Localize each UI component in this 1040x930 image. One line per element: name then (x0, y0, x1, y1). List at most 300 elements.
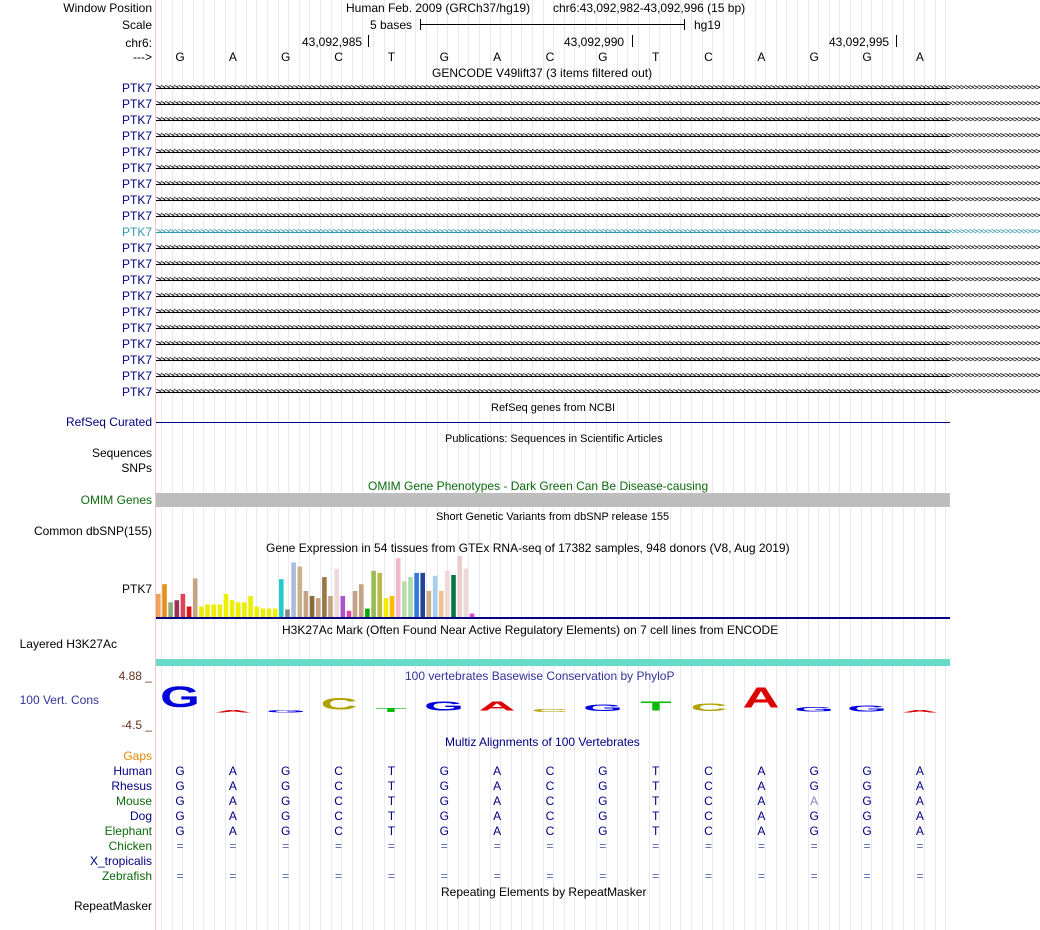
reference-base: G (281, 50, 291, 64)
alignment-gap-marker: = (335, 839, 343, 853)
alignment-base: A (493, 779, 502, 793)
repeatmasker-track-label[interactable]: RepeatMasker (73, 899, 152, 913)
alignment-gap-marker: = (757, 839, 765, 853)
conservation-letter: G (424, 699, 465, 714)
gtex-tissue-bar[interactable] (193, 578, 198, 617)
coordinate-1-tick (368, 35, 369, 47)
alignment-gap-marker: = (863, 839, 871, 853)
species-label[interactable]: Human (113, 764, 152, 778)
gtex-tissue-bar[interactable] (439, 591, 444, 617)
alignment-base: G (281, 779, 291, 793)
reference-base: G (862, 50, 872, 64)
chromosome-label: chr6: (125, 36, 152, 50)
gencode-gene-label[interactable]: PTK7 (121, 113, 152, 127)
gencode-gene-feature[interactable] (156, 241, 1040, 255)
scale-label: Scale (121, 18, 152, 32)
refseq-track-title: RefSeq genes from NCBI (491, 402, 616, 414)
alignment-base: C (334, 824, 343, 838)
omim-track-label[interactable]: OMIM Genes (80, 493, 152, 507)
gencode-gene-feature[interactable] (156, 273, 1040, 287)
alignment-base: G (175, 764, 185, 778)
reference-base: A (757, 50, 766, 64)
gtex-tissue-bar[interactable] (322, 577, 327, 617)
conservation-letter: G (265, 709, 306, 714)
alignment-gap-marker: = (440, 839, 448, 853)
dbsnp-track-label[interactable]: Common dbSNP(155) (33, 524, 152, 538)
gtex-tissue-bar[interactable] (291, 562, 296, 617)
strand-arrows-icon: >>>>>>>>>>>>>>>>>>>>>>>>>>>>>>>>>>>>>>>>>>>>>>>>>>>>>>>>>>>>>>>>>>>>>>>>>>>>>>>>>>>>>>>>>>>>>>>>>>>>>>>>>>>>>>>>>>>>>>>>>>>>>>>>>>>>>>>>>>>>>>>>>>>>>>>>>>>>>>>>>>>>>>>>>>>>>>>>>>>>>>>>>>>>>>>>>>>>>>>> (156, 259, 1040, 269)
gencode-gene-feature[interactable] (156, 209, 1040, 223)
species-label[interactable]: Elephant (104, 824, 152, 838)
assembly-label: Human Feb. 2009 (GRCh37/hg19) (346, 1, 531, 15)
gencode-gene-label[interactable]: PTK7 (121, 289, 152, 303)
gtex-tissue-bar[interactable] (273, 609, 278, 617)
gencode-gene-feature[interactable] (156, 289, 1040, 303)
gtex-tissue-bar[interactable] (242, 602, 247, 617)
alignment-gap-marker: = (546, 839, 554, 853)
alignment-base: G (862, 764, 872, 778)
conservation-letter: T (375, 706, 407, 714)
alignment-base: G (175, 809, 185, 823)
alignment-base: G (281, 809, 291, 823)
alignment-base: G (439, 794, 449, 808)
alignment-base: T (387, 779, 396, 793)
strand-arrows-icon: >>>>>>>>>>>>>>>>>>>>>>>>>>>>>>>>>>>>>>>>>>>>>>>>>>>>>>>>>>>>>>>>>>>>>>>>>>>>>>>>>>>>>>>>>>>>>>>>>>>>>>>>>>>>>>>>>>>>>>>>>>>>>>>>>>>>>>>>>>>>>>>>>>>>>>>>>>>>>>>>>>>>>>>>>>>>>>>>>>>>>>>>>>>>>>>>>>>>>>>> (156, 387, 1040, 397)
alignment-base: G (862, 794, 872, 808)
alignment-base: T (651, 824, 660, 838)
species-label[interactable]: Zebrafish (101, 869, 152, 883)
coordinate-3-tick (896, 35, 897, 47)
gtex-tissue-bar[interactable] (457, 556, 462, 617)
gencode-gene-label[interactable]: PTK7 (121, 193, 152, 207)
species-label[interactable]: Mouse (115, 794, 152, 808)
alignment-gap-marker: = (176, 869, 184, 883)
alignment-base: A (810, 794, 819, 808)
gtex-baseline (156, 617, 950, 619)
gtex-tissue-bar[interactable] (464, 569, 469, 617)
strand-arrows-icon: >>>>>>>>>>>>>>>>>>>>>>>>>>>>>>>>>>>>>>>>>>>>>>>>>>>>>>>>>>>>>>>>>>>>>>>>>>>>>>>>>>>>>>>>>>>>>>>>>>>>>>>>>>>>>>>>>>>>>>>>>>>>>>>>>>>>>>>>>>>>>>>>>>>>>>>>>>>>>>>>>>>>>>>>>>>>>>>>>>>>>>>>>>>>>>>>>>>>>>>> (156, 355, 1040, 365)
reference-base: G (175, 50, 185, 64)
gtex-tissue-bar[interactable] (224, 594, 229, 617)
gtex-tissue-bar[interactable] (218, 604, 223, 617)
alignment-base: C (545, 824, 555, 838)
strand-arrows-icon: >>>>>>>>>>>>>>>>>>>>>>>>>>>>>>>>>>>>>>>>>>>>>>>>>>>>>>>>>>>>>>>>>>>>>>>>>>>>>>>>>>>>>>>>>>>>>>>>>>>>>>>>>>>>>>>>>>>>>>>>>>>>>>>>>>>>>>>>>>>>>>>>>>>>>>>>>>>>>>>>>>>>>>>>>>>>>>>>>>>>>>>>>>>>>>>>>>>>>>>> (156, 131, 1040, 141)
strand-arrows-icon: >>>>>>>>>>>>>>>>>>>>>>>>>>>>>>>>>>>>>>>>>>>>>>>>>>>>>>>>>>>>>>>>>>>>>>>>>>>>>>>>>>>>>>>>>>>>>>>>>>>>>>>>>>>>>>>>>>>>>>>>>>>>>>>>>>>>>>>>>>>>>>>>>>>>>>>>>>>>>>>>>>>>>>>>>>>>>>>>>>>>>>>>>>>>>>>>>>>>>>>> (156, 211, 1040, 221)
alignment-gap-marker: = (493, 839, 501, 853)
conservation-letter: C (531, 708, 569, 714)
dbsnp-track-title: Short Genetic Variants from dbSNP release 155 (436, 511, 670, 523)
alignment-base: C (545, 794, 555, 808)
window-position-label: Window Position (63, 1, 152, 15)
alignment-base: C (334, 764, 343, 778)
alignment-gap-marker: = (176, 839, 184, 853)
gencode-gene-label[interactable]: PTK7 (121, 321, 152, 335)
alignment-base: T (387, 824, 396, 838)
conservation-letter: C (320, 695, 357, 714)
publications-track-title: Publications: Sequences in Scientific Articles (445, 433, 663, 445)
reference-base: A (493, 50, 502, 64)
scale-bar-tick-right (684, 19, 685, 30)
conservation-min-label: -4.5 _ (121, 718, 152, 732)
gencode-gene-label[interactable]: PTK7 (121, 305, 152, 319)
gtex-tissue-bar[interactable] (316, 598, 321, 617)
gtex-gene-label[interactable]: PTK7 (121, 582, 152, 596)
alignment-base: T (651, 794, 660, 808)
gtex-tissue-bar[interactable] (470, 614, 475, 617)
reference-base: G (439, 50, 449, 64)
strand-arrows-icon: >>>>>>>>>>>>>>>>>>>>>>>>>>>>>>>>>>>>>>>>>>>>>>>>>>>>>>>>>>>>>>>>>>>>>>>>>>>>>>>>>>>>>>>>>>>>>>>>>>>>>>>>>>>>>>>>>>>>>>>>>>>>>>>>>>>>>>>>>>>>>>>>>>>>>>>>>>>>>>>>>>>>>>>>>>>>>>>>>>>>>>>>>>>>>>>>>>>>>>>> (156, 83, 1040, 93)
alignment-gap-marker: = (282, 869, 290, 883)
strand-arrows-icon: >>>>>>>>>>>>>>>>>>>>>>>>>>>>>>>>>>>>>>>>>>>>>>>>>>>>>>>>>>>>>>>>>>>>>>>>>>>>>>>>>>>>>>>>>>>>>>>>>>>>>>>>>>>>>>>>>>>>>>>>>>>>>>>>>>>>>>>>>>>>>>>>>>>>>>>>>>>>>>>>>>>>>>>>>>>>>>>>>>>>>>>>>>>>>>>>>>>>>>>> (156, 227, 1040, 237)
snps-track-label[interactable]: SNPs (121, 461, 152, 475)
alignment-base: T (651, 779, 660, 793)
alignment-base: C (334, 794, 343, 808)
alignment-base: G (862, 809, 872, 823)
gtex-tissue-bar[interactable] (211, 604, 216, 617)
alignment-gap-marker: = (652, 869, 660, 883)
alignment-base: G (809, 764, 819, 778)
strand-arrows-icon: >>>>>>>>>>>>>>>>>>>>>>>>>>>>>>>>>>>>>>>>>>>>>>>>>>>>>>>>>>>>>>>>>>>>>>>>>>>>>>>>>>>>>>>>>>>>>>>>>>>>>>>>>>>>>>>>>>>>>>>>>>>>>>>>>>>>>>>>>>>>>>>>>>>>>>>>>>>>>>>>>>>>>>>>>>>>>>>>>>>>>>>>>>>>>>>>>>>>>>>> (156, 163, 1040, 173)
gtex-tissue-bar[interactable] (359, 584, 364, 617)
gtex-tissue-bar[interactable] (328, 596, 333, 617)
alignment-base: G (175, 779, 185, 793)
gencode-gene-feature[interactable] (156, 177, 1040, 191)
conservation-letter: A (901, 709, 939, 714)
alignment-gap-marker: = (704, 869, 712, 883)
conservation-sequence-logo[interactable] (156, 680, 950, 713)
alignment-base: G (439, 809, 449, 823)
alignment-base: C (704, 764, 713, 778)
reference-base: T (387, 50, 396, 64)
alignment-base: C (545, 779, 555, 793)
gtex-tissue-bar[interactable] (156, 594, 161, 617)
gencode-gene-label[interactable]: PTK7 (121, 81, 152, 95)
gencode-gene-label[interactable]: PTK7 (121, 129, 152, 143)
species-label[interactable]: X_tropicalis (89, 854, 152, 868)
gtex-tissue-bar[interactable] (427, 591, 432, 617)
alignment-gap-marker: = (810, 839, 818, 853)
gencode-gene-feature[interactable] (156, 305, 1040, 319)
gencode-gene-feature[interactable] (156, 113, 1040, 127)
alignment-base: G (281, 794, 291, 808)
scale-db: hg19 (694, 18, 721, 32)
gencode-gene-label[interactable]: PTK7 (121, 97, 152, 111)
alignment-base: C (704, 824, 713, 838)
gtex-tissue-bar[interactable] (279, 579, 284, 617)
gtex-tissue-bar[interactable] (445, 571, 450, 617)
alignment-base: G (439, 824, 449, 838)
strand-label: ---> (133, 50, 152, 64)
alignment-base: T (387, 764, 396, 778)
strand-arrows-icon: >>>>>>>>>>>>>>>>>>>>>>>>>>>>>>>>>>>>>>>>>>>>>>>>>>>>>>>>>>>>>>>>>>>>>>>>>>>>>>>>>>>>>>>>>>>>>>>>>>>>>>>>>>>>>>>>>>>>>>>>>>>>>>>>>>>>>>>>>>>>>>>>>>>>>>>>>>>>>>>>>>>>>>>>>>>>>>>>>>>>>>>>>>>>>>>>>>>>>>>> (156, 371, 1040, 381)
gtex-tissue-bar[interactable] (371, 571, 376, 617)
gencode-gene-label[interactable]: PTK7 (121, 241, 152, 255)
reference-base: G (809, 50, 819, 64)
alignment-base: A (757, 809, 766, 823)
gencode-gene-feature[interactable] (156, 129, 1040, 143)
omim-feature-bar[interactable] (156, 493, 950, 507)
strand-arrows-icon: >>>>>>>>>>>>>>>>>>>>>>>>>>>>>>>>>>>>>>>>>>>>>>>>>>>>>>>>>>>>>>>>>>>>>>>>>>>>>>>>>>>>>>>>>>>>>>>>>>>>>>>>>>>>>>>>>>>>>>>>>>>>>>>>>>>>>>>>>>>>>>>>>>>>>>>>>>>>>>>>>>>>>>>>>>>>>>>>>>>>>>>>>>>>>>>>>>>>>>>> (156, 195, 1040, 205)
gtex-tissue-bar[interactable] (353, 591, 358, 617)
alignment-base: C (704, 779, 713, 793)
reference-base: G (598, 50, 608, 64)
strand-arrows-icon: >>>>>>>>>>>>>>>>>>>>>>>>>>>>>>>>>>>>>>>>>>>>>>>>>>>>>>>>>>>>>>>>>>>>>>>>>>>>>>>>>>>>>>>>>>>>>>>>>>>>>>>>>>>>>>>>>>>>>>>>>>>>>>>>>>>>>>>>>>>>>>>>>>>>>>>>>>>>>>>>>>>>>>>>>>>>>>>>>>>>>>>>>>>>>>>>>>>>>>>> (156, 307, 1040, 317)
alignment-base: C (704, 794, 713, 808)
alignment-base: A (228, 779, 237, 793)
alignment-base: A (228, 764, 237, 778)
track-image-area[interactable] (156, 0, 1040, 930)
alignment-gap-marker: = (493, 869, 501, 883)
conservation-letter: T (640, 699, 672, 714)
sequences-track-label[interactable]: Sequences (91, 446, 152, 460)
gtex-tissue-bar[interactable] (384, 598, 389, 617)
conservation-track-label[interactable]: 100 Vert. Cons (19, 693, 99, 707)
alignment-base: A (493, 809, 502, 823)
alignment-base: G (809, 779, 819, 793)
alignment-base: A (228, 824, 237, 838)
gencode-gene-label[interactable]: PTK7 (121, 225, 152, 239)
alignment-base: G (809, 809, 819, 823)
conservation-letter: A (478, 699, 516, 714)
alignment-gap-marker: = (652, 839, 660, 853)
conservation-letter: G (847, 704, 887, 714)
species-label[interactable]: Dog (129, 809, 152, 823)
multiz-track-title: Multiz Alignments of 100 Vertebrates (445, 735, 640, 749)
gtex-tissue-bar[interactable] (181, 594, 186, 617)
coordinate-3: 43,092,995 (829, 35, 890, 49)
alignment-base: G (281, 764, 291, 778)
alignment-base: A (757, 764, 766, 778)
conservation-letter: G (160, 681, 200, 714)
gencode-gene-feature[interactable] (156, 353, 1040, 367)
alignment-gap-marker: = (704, 839, 712, 853)
gencode-gene-feature[interactable] (156, 321, 1040, 335)
alignment-base: A (493, 794, 502, 808)
coordinate-2: 43,092,990 (564, 35, 625, 49)
strand-arrows-icon: >>>>>>>>>>>>>>>>>>>>>>>>>>>>>>>>>>>>>>>>>>>>>>>>>>>>>>>>>>>>>>>>>>>>>>>>>>>>>>>>>>>>>>>>>>>>>>>>>>>>>>>>>>>>>>>>>>>>>>>>>>>>>>>>>>>>>>>>>>>>>>>>>>>>>>>>>>>>>>>>>>>>>>>>>>>>>>>>>>>>>>>>>>>>>>>>>>>>>>>> (156, 275, 1040, 285)
alignment-gap-marker: = (440, 869, 448, 883)
alignment-gap-marker: = (335, 869, 343, 883)
gencode-gene-label[interactable]: PTK7 (121, 337, 152, 351)
alignment-base: A (228, 809, 237, 823)
alignment-gap-marker: = (916, 839, 924, 853)
alignment-base: A (757, 824, 766, 838)
alignment-gap-marker: = (387, 869, 395, 883)
alignment-gap-marker: = (546, 869, 554, 883)
gtex-tissue-bar[interactable] (254, 607, 259, 618)
h3k27ac-track-label[interactable]: Layered H3K27Ac (19, 637, 117, 651)
reference-base: C (704, 50, 713, 64)
gtex-tissue-bar[interactable] (261, 609, 266, 617)
alignment-gap-marker: = (916, 869, 924, 883)
repeatmasker-track-title: Repeating Elements by RepeatMasker (441, 885, 647, 899)
gtex-tissue-bar[interactable] (390, 596, 395, 617)
alignment-base: T (651, 809, 660, 823)
gencode-gene-feature[interactable] (156, 257, 1040, 271)
gencode-gene-feature[interactable] (156, 369, 1040, 383)
gtex-track-title: Gene Expression in 54 tissues from GTEx RNA-seq of 17382 samples, 948 donors (V8, Aug 2019) (266, 541, 790, 555)
scale-bar-tick-left (420, 19, 421, 30)
alignment-base: G (862, 824, 872, 838)
gtex-tissue-bar[interactable] (298, 567, 303, 617)
gtex-bar-chart[interactable] (156, 556, 950, 622)
gtex-tissue-bar[interactable] (248, 596, 253, 617)
alignment-base: G (598, 794, 608, 808)
omim-track-title: OMIM Gene Phenotypes - Dark Green Can Be Disease-causing (368, 479, 709, 493)
alignment-base: G (862, 779, 872, 793)
gencode-gene-label[interactable]: PTK7 (121, 385, 152, 399)
reference-base: T (651, 50, 660, 64)
refseq-track-label[interactable]: RefSeq Curated (65, 415, 152, 429)
gencode-track-title: GENCODE V49lift37 (3 items filtered out) (432, 66, 653, 80)
gencode-gene-label[interactable]: PTK7 (121, 273, 152, 287)
alignment-base: C (334, 779, 343, 793)
alignment-base: A (228, 794, 237, 808)
gtex-tissue-bar[interactable] (365, 609, 370, 617)
gtex-tissue-bar[interactable] (304, 591, 309, 617)
gtex-tissue-bar[interactable] (199, 607, 204, 618)
alignment-gap-marker: = (599, 869, 607, 883)
conservation-letter: A (742, 682, 780, 714)
strand-arrows-icon: >>>>>>>>>>>>>>>>>>>>>>>>>>>>>>>>>>>>>>>>>>>>>>>>>>>>>>>>>>>>>>>>>>>>>>>>>>>>>>>>>>>>>>>>>>>>>>>>>>>>>>>>>>>>>>>>>>>>>>>>>>>>>>>>>>>>>>>>>>>>>>>>>>>>>>>>>>>>>>>>>>>>>>>>>>>>>>>>>>>>>>>>>>>>>>>>>>>>>>>> (156, 323, 1040, 333)
gencode-gene-label[interactable]: PTK7 (121, 369, 152, 383)
gtex-tissue-bar[interactable] (310, 596, 315, 617)
alignment-base: A (757, 794, 766, 808)
alignment-gap-marker: = (810, 869, 818, 883)
alignment-base: A (915, 779, 924, 793)
gencode-gene-label[interactable]: PTK7 (121, 257, 152, 271)
reference-base: A (228, 50, 237, 64)
gtex-tissue-bar[interactable] (285, 609, 290, 617)
gtex-tissue-bar[interactable] (433, 576, 438, 617)
gtex-tissue-bar[interactable] (230, 600, 235, 617)
alignment-base: G (175, 824, 185, 838)
gencode-gene-feature[interactable] (156, 145, 1040, 159)
gtex-tissue-bar[interactable] (451, 575, 456, 617)
gtex-tissue-bar[interactable] (168, 602, 173, 617)
gencode-gene-feature[interactable] (156, 81, 1040, 95)
gencode-gene-label[interactable]: PTK7 (121, 177, 152, 191)
alignment-base: T (387, 809, 396, 823)
gtex-tissue-bar[interactable] (162, 584, 167, 617)
alignment-base: T (387, 794, 396, 808)
alignment-gap-marker: = (387, 839, 395, 853)
alignment-base: A (493, 824, 502, 838)
alignment-base: G (598, 809, 608, 823)
species-label[interactable]: Chicken (108, 839, 152, 853)
alignment-base: G (598, 764, 608, 778)
scale-bar (420, 24, 685, 25)
reference-base: A (915, 50, 924, 64)
gencode-gene-feature[interactable] (156, 97, 1040, 111)
position-label: chr6:43,092,982-43,092,996 (15 bp) (553, 1, 746, 15)
alignment-base: G (175, 794, 185, 808)
gtex-tissue-bar[interactable] (402, 581, 407, 617)
alignment-base: G (598, 824, 608, 838)
gencode-gene-label[interactable]: PTK7 (121, 353, 152, 367)
gtex-tissue-bar[interactable] (334, 569, 339, 617)
alignment-base: C (334, 809, 343, 823)
alignment-base: G (598, 779, 608, 793)
gencode-gene-feature[interactable] (156, 193, 1040, 207)
conservation-letter: G (794, 706, 835, 714)
gtex-tissue-bar[interactable] (236, 602, 241, 617)
alignment-base: G (439, 779, 449, 793)
gencode-gene-feature[interactable] (156, 337, 1040, 351)
alignment-base: C (704, 809, 713, 823)
alignment-base: C (545, 809, 555, 823)
conservation-letter: G (582, 703, 623, 714)
scale-text: 5 bases (370, 18, 413, 32)
alignment-base: A (493, 764, 502, 778)
gtex-tissue-bar[interactable] (420, 573, 425, 617)
gtex-tissue-bar[interactable] (175, 600, 180, 617)
gtex-tissue-bar[interactable] (205, 604, 210, 617)
conservation-letter: C (690, 701, 727, 714)
conservation-track-title: 100 vertebrates Basewise Conservation by PhyloP (405, 669, 675, 683)
alignment-base: A (915, 794, 924, 808)
alignment-gap-marker: = (282, 839, 290, 853)
reference-base: C (545, 50, 555, 64)
alignment-base: A (915, 764, 924, 778)
alignment-base: G (281, 824, 291, 838)
alignment-gap-marker: = (757, 869, 765, 883)
h3k27ac-signal-bar[interactable] (156, 659, 950, 666)
species-label[interactable]: Rhesus (111, 779, 152, 793)
gencode-gene-feature[interactable] (156, 385, 1040, 399)
coordinate-1: 43,092,985 (302, 35, 363, 49)
gtex-tissue-bar[interactable] (408, 577, 413, 617)
reference-base: C (334, 50, 343, 64)
strand-arrows-icon: >>>>>>>>>>>>>>>>>>>>>>>>>>>>>>>>>>>>>>>>>>>>>>>>>>>>>>>>>>>>>>>>>>>>>>>>>>>>>>>>>>>>>>>>>>>>>>>>>>>>>>>>>>>>>>>>>>>>>>>>>>>>>>>>>>>>>>>>>>>>>>>>>>>>>>>>>>>>>>>>>>>>>>>>>>>>>>>>>>>>>>>>>>>>>>>>>>>>>>>> (156, 339, 1040, 349)
alignment-base: T (651, 764, 660, 778)
alignment-gap-marker: = (863, 869, 871, 883)
strand-arrows-icon: >>>>>>>>>>>>>>>>>>>>>>>>>>>>>>>>>>>>>>>>>>>>>>>>>>>>>>>>>>>>>>>>>>>>>>>>>>>>>>>>>>>>>>>>>>>>>>>>>>>>>>>>>>>>>>>>>>>>>>>>>>>>>>>>>>>>>>>>>>>>>>>>>>>>>>>>>>>>>>>>>>>>>>>>>>>>>>>>>>>>>>>>>>>>>>>>>>>>>>>> (156, 99, 1040, 109)
h3k27ac-track-title: H3K27Ac Mark (Often Found Near Active Regulatory Elements) on 7 cell lines from ENCODE (282, 623, 779, 637)
gtex-tissue-bar[interactable] (396, 558, 401, 617)
gencode-gene-feature[interactable] (156, 225, 1040, 239)
gtex-tissue-bar[interactable] (414, 573, 419, 617)
alignment-base: A (757, 779, 766, 793)
alignment-base: A (915, 809, 924, 823)
gencode-gene-label[interactable]: PTK7 (121, 145, 152, 159)
strand-arrows-icon: >>>>>>>>>>>>>>>>>>>>>>>>>>>>>>>>>>>>>>>>>>>>>>>>>>>>>>>>>>>>>>>>>>>>>>>>>>>>>>>>>>>>>>>>>>>>>>>>>>>>>>>>>>>>>>>>>>>>>>>>>>>>>>>>>>>>>>>>>>>>>>>>>>>>>>>>>>>>>>>>>>>>>>>>>>>>>>>>>>>>>>>>>>>>>>>>>>>>>>>> (156, 291, 1040, 301)
alignment-base: C (545, 764, 555, 778)
gtex-tissue-bar[interactable] (341, 596, 346, 617)
gaps-label: Gaps (123, 749, 152, 763)
strand-arrows-icon: >>>>>>>>>>>>>>>>>>>>>>>>>>>>>>>>>>>>>>>>>>>>>>>>>>>>>>>>>>>>>>>>>>>>>>>>>>>>>>>>>>>>>>>>>>>>>>>>>>>>>>>>>>>>>>>>>>>>>>>>>>>>>>>>>>>>>>>>>>>>>>>>>>>>>>>>>>>>>>>>>>>>>>>>>>>>>>>>>>>>>>>>>>>>>>>>>>>>>>>> (156, 179, 1040, 189)
track-labels-panel (0, 0, 155, 930)
alignment-base: A (915, 824, 924, 838)
alignment-gap-marker: = (599, 839, 607, 853)
alignment-base: G (439, 764, 449, 778)
refseq-gene-line[interactable] (156, 422, 950, 423)
gtex-tissue-bar[interactable] (267, 609, 272, 617)
strand-arrows-icon: >>>>>>>>>>>>>>>>>>>>>>>>>>>>>>>>>>>>>>>>>>>>>>>>>>>>>>>>>>>>>>>>>>>>>>>>>>>>>>>>>>>>>>>>>>>>>>>>>>>>>>>>>>>>>>>>>>>>>>>>>>>>>>>>>>>>>>>>>>>>>>>>>>>>>>>>>>>>>>>>>>>>>>>>>>>>>>>>>>>>>>>>>>>>>>>>>>>>>>>> (156, 243, 1040, 253)
conservation-max-label: 4.88 _ (118, 669, 152, 683)
gencode-gene-feature[interactable] (156, 161, 1040, 175)
gencode-gene-label[interactable]: PTK7 (121, 209, 152, 223)
gtex-tissue-bar[interactable] (347, 611, 352, 617)
conservation-letter: A (214, 709, 252, 714)
gtex-tissue-bar[interactable] (187, 607, 192, 618)
alignment-gap-marker: = (229, 869, 237, 883)
coordinate-2-tick (632, 35, 633, 47)
gtex-tissue-bar[interactable] (377, 573, 382, 617)
strand-arrows-icon: >>>>>>>>>>>>>>>>>>>>>>>>>>>>>>>>>>>>>>>>>>>>>>>>>>>>>>>>>>>>>>>>>>>>>>>>>>>>>>>>>>>>>>>>>>>>>>>>>>>>>>>>>>>>>>>>>>>>>>>>>>>>>>>>>>>>>>>>>>>>>>>>>>>>>>>>>>>>>>>>>>>>>>>>>>>>>>>>>>>>>>>>>>>>>>>>>>>>>>>> (156, 115, 1040, 125)
alignment-base: G (809, 824, 819, 838)
gencode-gene-label[interactable]: PTK7 (121, 161, 152, 175)
